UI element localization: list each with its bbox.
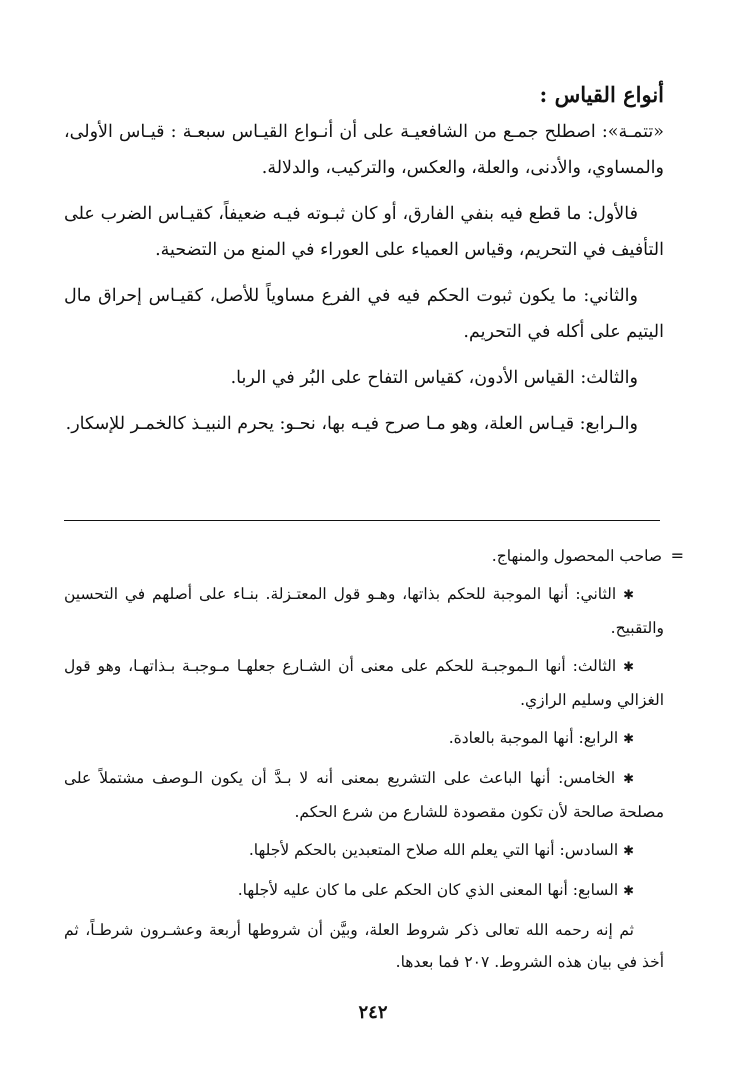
paragraph-tatimma: «تتمـة»: اصطلح جمـع من الشافعيـة على أن أنـواع القيـاس سبعـة : قيـاس الأولى، والمساوي، والأدنى، والعلة، والعكس، والتركيب، والدلالة. <box>64 122 664 178</box>
continuation-marker: = <box>670 546 684 565</box>
paragraph-first-type: فالأول: ما قطع فيه بنفي الفارق، أو كان ثبـوته فيـه ضعيفاً، كقيـاس الضرب على التأفيف في التحريم، وقياس العمياء على العوراء في المنع من التضحية. <box>64 204 664 260</box>
main-text <box>64 78 664 452</box>
continuation-text: صاحب المحصول والمنهاج. <box>491 547 662 565</box>
footnote-item-text: السابع: أنها المعنى الذي كان الحكم على ما كان عليه لأجلها. <box>237 881 619 899</box>
footnote-item-text: السادس: أنها التي يعلم الله صلاح المتعبدين بالحكم لأجلها. <box>248 841 619 859</box>
footnote-continuation <box>64 540 684 572</box>
bullet-icon: ✱ <box>623 732 634 747</box>
footnote-item <box>64 762 664 828</box>
footnote-item-text: الثاني: أنها الموجبة للحكم بذاتها، وهـو قول المعتـزلة. بنـاء على أصلهم في التحسين والتقبيح. <box>64 585 664 637</box>
footnote-item <box>64 874 664 908</box>
main-body <box>64 114 664 442</box>
bullet-icon: ✱ <box>623 844 634 859</box>
footnote-item <box>64 578 664 644</box>
paragraph-fourth-type: والـرابع: قيـاس العلة، وهو مـا صرح فيـه بها، نحـو: يحرم النبيـذ كالخمـر للإسكار. <box>65 414 638 434</box>
footnote-divider <box>64 520 660 521</box>
bullet-icon: ✱ <box>623 772 634 787</box>
paragraph-third-type: والثالث: القياس الأدون، كقياس التفاح على البُر في الربا. <box>230 368 638 388</box>
section-heading: أنواع القياس : <box>539 82 664 107</box>
bullet-icon: ✱ <box>623 884 634 899</box>
footnotes <box>64 540 684 984</box>
bullet-icon: ✱ <box>623 588 634 603</box>
bullet-icon: ✱ <box>623 660 634 675</box>
footnote-item-text: الثالث: أنها الـموجبـة للحكم على معنى أن الشـارع جعلهـا مـوجبـة بـذاتهـا، وهو قول الغزالي وسليم الرازي. <box>64 657 664 709</box>
page-number: ٢٤٢ <box>358 1002 388 1023</box>
footnote-item <box>64 650 664 716</box>
footnote-item <box>64 722 664 756</box>
paragraph-second-type: والثاني: ما يكون ثبوت الحكم فيه في الفرع مساوياً للأصل، كقيـاس إحراق مال اليتيم على أكله في التحريم. <box>64 286 664 342</box>
footnote-item <box>64 834 664 868</box>
footnote-closing: ثم إنه رحمه الله تعالى ذكر شروط العلة، وبيَّن أن شروطها أربعة وعشـرون شرطـاً، ثم أخذ في بيان هذه الشروط. ٢٠٧ فما بعدها. <box>64 921 664 971</box>
footnote-item-text: الرابع: أنها الموجبة بالعادة. <box>448 729 619 747</box>
footnote-item-text: الخامس: أنها الباعث على التشريع بمعنى أنه لا بـدَّ أن يكون الـوصف مشتملاً على مصلحة صالحة لأن تكون مقصودة للشارع من شرع الحكم. <box>64 769 664 821</box>
